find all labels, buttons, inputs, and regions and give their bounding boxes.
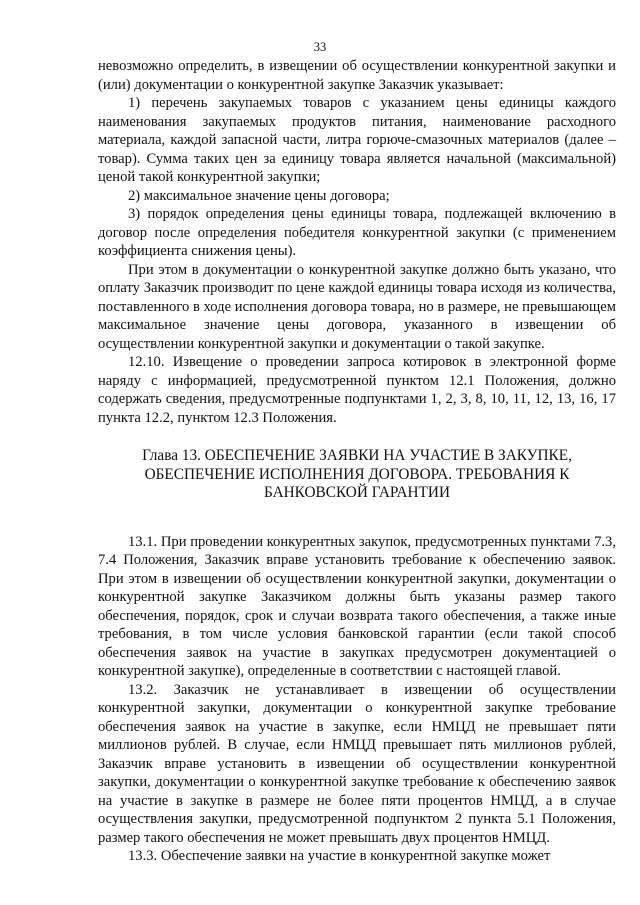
page-number: 33 <box>313 40 327 54</box>
paragraph: 2) максимальное значение цены договора; <box>128 187 390 204</box>
paragraph: 13.1. При проведении конкурентных закупок, предусмотренных пунктами 7.3, 7.4 Положения, Заказчик вправе установить требование к обеспечению заявок. При этом в извещении об осуществлении конкурентной закупки, документации о конкурентной закупке Заказчиком должны быть указаны размер такого обеспечения, порядок, срок и случаи возврата такого обеспечения, а также иные требования, в том числе условия банковской гарантии (если такой способ обеспечения заявок на участие в закупках предусмотрен документацией о конкурентной закупке), определенные в соответствии с настоящей главой. <box>98 533 616 679</box>
paragraph: 13.2. Заказчик не устанавливает в извещении об осуществлении конкурентной закупки, документации о конкурентной закупке требование обеспечения заявок на участие в закупке, если НМЦД не превышает пяти миллионов рублей. В случае, если НМЦД превышает пять миллионов рублей, Заказчик вправе установить в извещении об осуществлении конкурентной закупки, документации о конкурентной закупке требование к обеспечению заявок на участие в закупке в размере не более пяти процентов НМЦД, а в случае осуществления закупки, предусмотренной подпунктом 2 пункта 5.1 Положения, размер такого обеспечения не может превышать двух процентов НМЦД. <box>98 681 616 846</box>
paragraph: 12.10. Извещение о проведении запроса котировок в электронной форме наряду с информацией, предусмотренной пунктом 12.1 Положения, должно содержать сведения, предусмотренные подпунктами 1, 2, 3, 8, 10, 11, 12, 13, 16, 17 пункта 12.2, пунктом 12.3 Положения. <box>98 354 616 426</box>
chapter-heading: Глава 13. ОБЕСПЕЧЕНИЕ ЗАЯВКИ НА УЧАСТИЕ В ЗАКУПКЕ, ОБЕСПЕЧЕНИЕ ИСПОЛНЕНИЯ ДОГОВОРА. ТРЕБОВАНИЯ К БАНКОВСКОЙ ГАРАНТИИ <box>142 447 572 501</box>
paragraph: невозможно определить, в извещении об осуществлении конкурентной закупки и (или) документации о конкурентной закупке Заказчик указывает: <box>98 58 616 93</box>
document-body <box>98 57 616 866</box>
paragraph: 1) перечень закупаемых товаров с указанием цены единицы каждого наименования закупаемых продуктов питания, наименование расходного материала, каждой запасной части, литра горюче-смазочных материалов (далее – товар). Сумма таких цен за единицу товара является начальной (максимальной) ценой такой конкурентной закупки; <box>98 95 616 185</box>
paragraph: При этом в документации о конкурентной закупке должно быть указано, что оплату Заказчик производит по цене каждой единицы товара исходя из количества, поставленного в ходе исполнения договора товара, но в размере, не превышающем максимальное значение цены договора, указанного в извещении об осуществлении конкурентной закупки и документации о такой закупке. <box>98 261 616 352</box>
paragraph: 13.3. Обеспечение заявки на участие в конкурентной закупке может <box>128 848 551 864</box>
paragraph: 3) порядок определения цены единицы товара, подлежащей включению в договор после определения победителя конкурентной закупки (с применением коэффициента снижения цены). <box>98 206 616 259</box>
